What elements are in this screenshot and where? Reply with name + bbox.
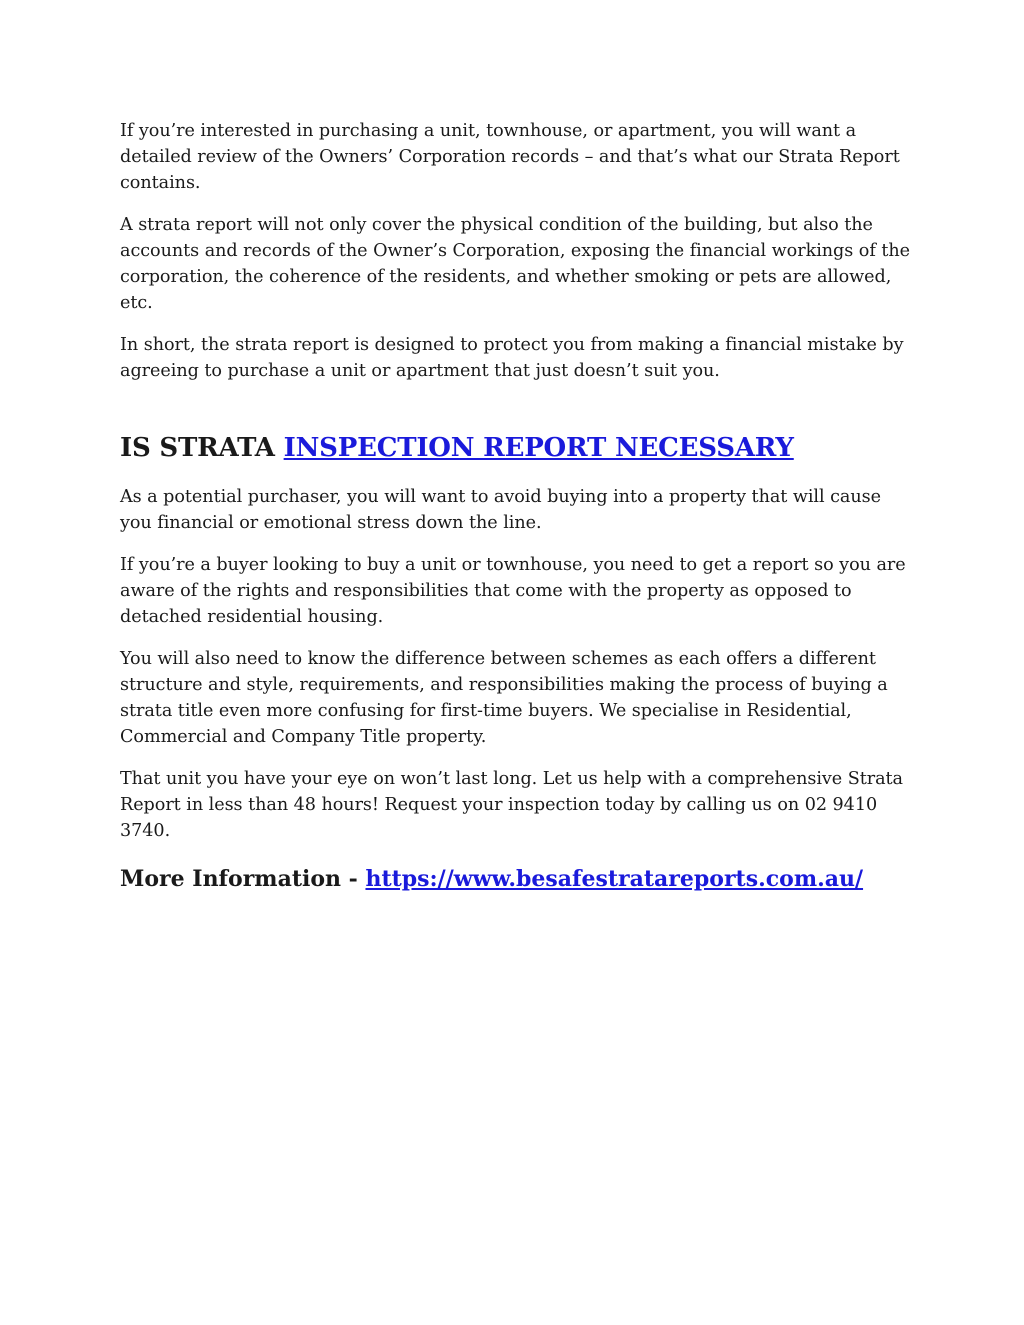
intro-paragraph-2: A strata report will not only cover the physical condition of the building, but also the accounts and records of the Owner’s Corporation, exposing the financial workings of the corporation, the coherence of the residents, and whether smoking or pets are allowed, etc. <box>120 215 910 313</box>
document-page <box>120 118 910 894</box>
section-paragraph-2: If you’re a buyer looking to buy a unit or townhouse, you need to get a report so you are aware of the rights and responsibilities that come with the property as opposed to detached residential housing. <box>120 555 906 627</box>
section-paragraph-4: That unit you have your eye on won’t last long. Let us help with a comprehensive Strata Report in less than 48 hours! Request your inspection today by calling us on 02 9410 3740. <box>120 769 903 841</box>
intro-paragraph-1: If you’re interested in purchasing a unit, townhouse, or apartment, you will want a detailed review of the Owners’ Corporation records – and that’s what our Strata Report contains. <box>120 121 900 193</box>
section-heading <box>120 430 910 466</box>
section-paragraph-3: You will also need to know the difference between schemes as each offers a different structure and style, requirements, and responsibilities making the process of buying a strata title even more confusing for first-time buyers. We specialise in Residential, Commercial and Company Title property. <box>120 649 888 747</box>
website-link[interactable]: https://www.besafestratareports.com.au/ <box>365 866 864 892</box>
section-paragraph-1: As a potential purchaser, you will want to avoid buying into a property that will cause you financial or emotional stress down the line. <box>120 487 881 533</box>
intro-paragraph-3: In short, the strata report is designed to protect you from making a financial mistake by agreeing to purchase a unit or apartment that just doesn’t suit you. <box>120 335 904 381</box>
heading-prefix: IS STRATA <box>120 433 284 463</box>
heading-link[interactable]: INSPECTION REPORT NECESSARY <box>283 433 794 463</box>
more-information <box>120 864 910 894</box>
more-info-label: More Information - <box>120 866 366 892</box>
